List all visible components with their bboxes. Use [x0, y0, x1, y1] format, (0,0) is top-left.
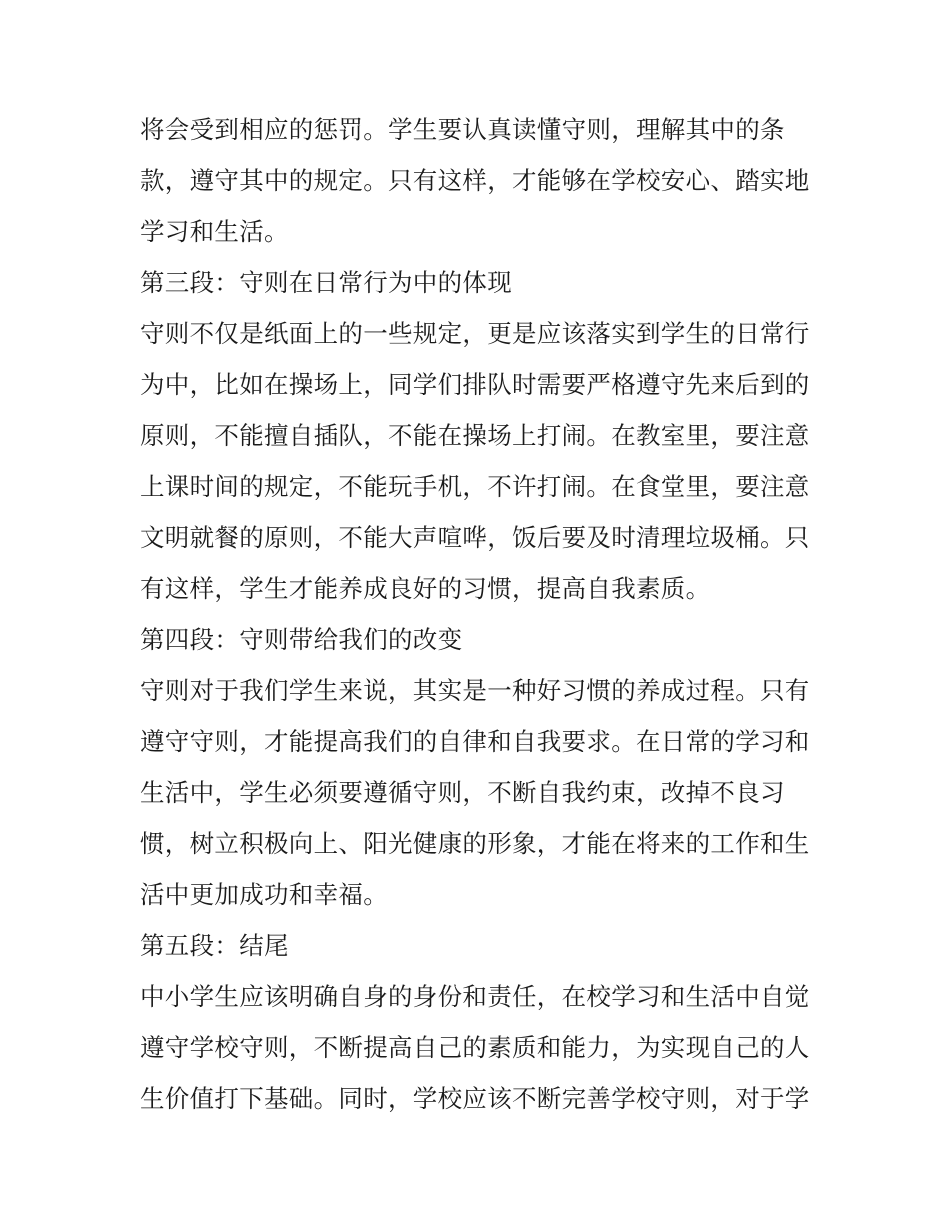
paragraph-line: 文明就餐的原则，不能大声喧哗，饭后要及时清理垃圾桶。只	[140, 523, 810, 552]
paragraph-line: 遵守守则，才能提高我们的自律和自我要求。在日常的学习和	[140, 727, 810, 756]
paragraph-line: 活中更加成功和幸福。	[140, 880, 388, 909]
paragraph-line: 生活中，学生必须要遵循守则，不断自我约束，改掉不良习	[140, 778, 785, 807]
section-heading-5: 第五段：结尾	[140, 931, 289, 960]
section-heading-3: 第三段：守则在日常行为中的体现	[140, 268, 512, 297]
paragraph-line: 遵守学校守则，不断提高自己的素质和能力，为实现自己的人	[140, 1033, 810, 1062]
paragraph-line: 上课时间的规定，不能玩手机，不许打闹。在食堂里，要注意	[140, 472, 810, 501]
paragraph-line: 将会受到相应的惩罚。学生要认真读懂守则，理解其中的条	[140, 115, 785, 144]
paragraph-line: 中小学生应该明确自身的身份和责任，在校学习和生活中自觉	[140, 982, 810, 1011]
paragraph-line: 原则，不能擅自插队，不能在操场上打闹。在教室里，要注意	[140, 421, 810, 450]
paragraph-line: 有这样，学生才能养成良好的习惯，提高自我素质。	[140, 574, 711, 603]
paragraph-line: 款，遵守其中的规定。只有这样，才能够在学校安心、踏实地	[140, 166, 810, 195]
paragraph-line: 学习和生活。	[140, 217, 289, 246]
section-heading-4: 第四段：守则带给我们的改变	[140, 625, 463, 654]
paragraph-line: 守则对于我们学生来说，其实是一种好习惯的养成过程。只有	[140, 676, 810, 705]
paragraph-line: 守则不仅是纸面上的一些规定，更是应该落实到学生的日常行	[140, 319, 810, 348]
paragraph-line: 惯，树立积极向上、阳光健康的形象，才能在将来的工作和生	[140, 829, 810, 858]
paragraph-line: 生价值打下基础。同时，学校应该不断完善学校守则，对于学	[140, 1084, 810, 1113]
paragraph-line: 为中，比如在操场上，同学们排队时需要严格遵守先来后到的	[140, 370, 810, 399]
